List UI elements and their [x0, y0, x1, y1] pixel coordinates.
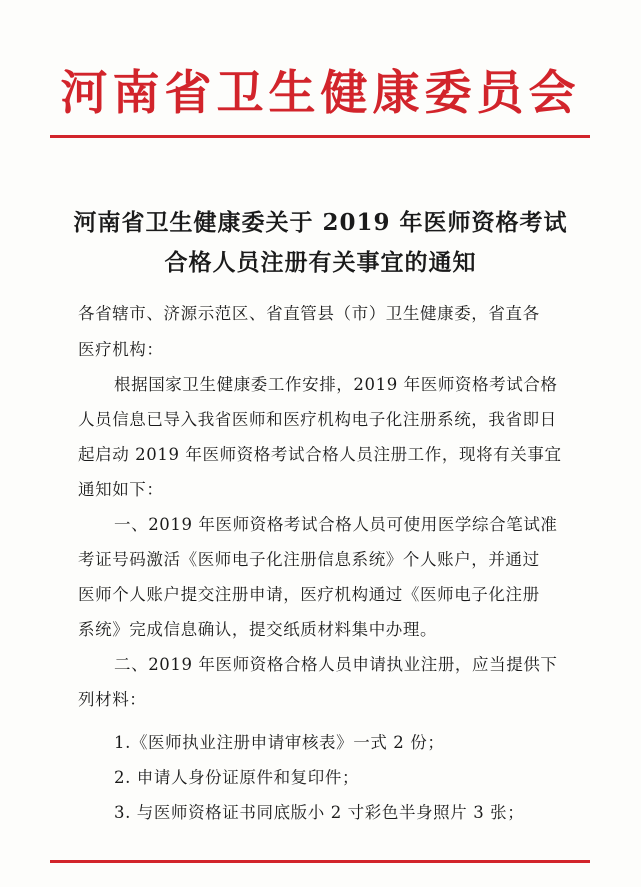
body-paragraph-start: 根据国家卫生健康委工作安排，2019 年医师资格考试合格 — [114, 375, 558, 394]
body-line: 医师个人账户提交注册申请，医疗机构通过《医师电子化注册 — [78, 585, 540, 604]
footer-red-rule — [50, 860, 590, 863]
body-paragraph-start: 一、2019 年医师资格考试合格人员可使用医学综合笔试准 — [114, 515, 558, 534]
body-line: 考证号码激活《医师电子化注册信息系统》个人账户，并通过 — [78, 550, 540, 569]
body-line: 列材料： — [78, 690, 147, 709]
body-line: 系统》完成信息确认，提交纸质材料集中办理。 — [78, 620, 438, 639]
list-item: 1.《医师执业注册申请审核表》一式 2 份； — [114, 733, 445, 752]
body-paragraph-start: 二、2019 年医师资格合格人员申请执业注册，应当提供下 — [114, 655, 558, 674]
body-line: 起启动 2019 年医师资格考试合格人员注册工作，现将有关事宜 — [78, 445, 562, 464]
document-title-line-1: 河南省卫生健康委关于 2019 年医师资格考试 — [73, 209, 568, 236]
list-item: 3. 与医师资格证书同底版小 2 寸彩色半身照片 3 张； — [114, 803, 525, 822]
document-title-line-2: 合格人员注册有关事宜的通知 — [164, 249, 477, 276]
list-item: 2. 申请人身份证原件和复印件； — [114, 768, 360, 787]
body-line: 医疗机构： — [78, 340, 164, 359]
header-red-rule — [50, 135, 590, 138]
body-line: 各省辖市、济源示范区、省直管县（市）卫生健康委，省直各 — [78, 304, 540, 323]
body-line: 人员信息已导入我省医师和医疗机构电子化注册系统，我省即日 — [78, 410, 557, 429]
org-header-title: 河南省卫生健康委员会 — [60, 66, 581, 121]
body-line: 通知如下： — [78, 480, 164, 499]
